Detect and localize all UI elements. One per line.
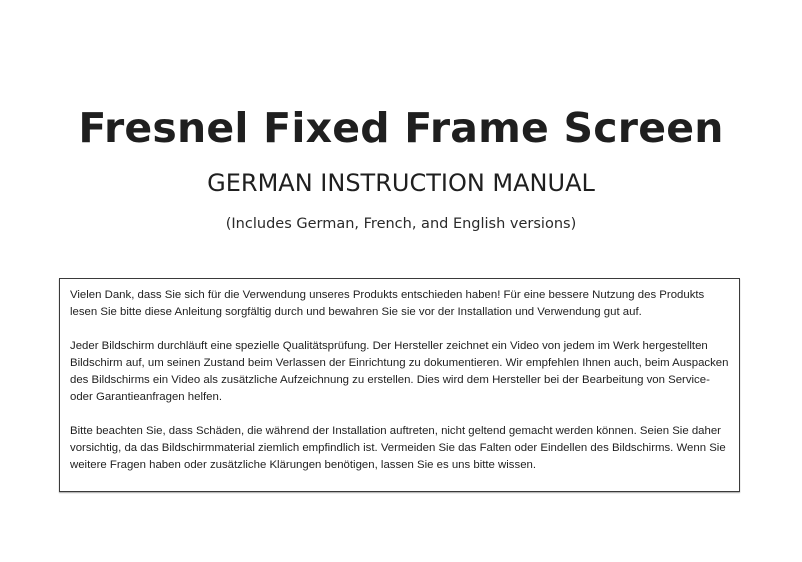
language-versions-note: (Includes German, French, and English versions) bbox=[225, 216, 577, 232]
document-title: Fresnel Fixed Frame Screen bbox=[78, 104, 724, 152]
quality-check-paragraph: Jeder Bildschirm durchläuft eine spezielle Qualitätsprüfung. Der Hersteller zeichnet ein Video von jedem im Werk hergestellten Bildschirm auf, um seinen Zustand beim Verlassen der Einrichtung zu dokumentieren. Wir empfehlen Ihnen auch, beim Auspacken des Bildschirms ein Video als zusätzliche Aufzeichnung zu erstellen. Dies wird dem Hersteller bei der Bearbeitung von Service- oder Garantieanfragen helfen. bbox=[70, 340, 729, 403]
intro-text-box bbox=[59, 278, 740, 492]
intro-paragraph: Vielen Dank, dass Sie sich für die Verwendung unseres Produkts entschieden haben! Für eine bessere Nutzung des Produkts lesen Sie bitte diese Anleitung sorgfältig durch und bewahren Sie sie vor der Installation und Verwendung gut auf. bbox=[70, 289, 705, 318]
document-subtitle: GERMAN INSTRUCTION MANUAL bbox=[207, 169, 595, 197]
damage-notice-paragraph: Bitte beachten Sie, dass Schäden, die während der Installation auftreten, nicht geltend gemacht werden können. Seien Sie daher vorsichtig, da das Bildschirmmaterial ziemlich empfindlich ist. Vermeiden Sie das Falten oder Eindellen des Bildschirms. Wenn Sie weitere Fragen haben oder zusätzliche Klärungen benötigen, lassen Sie es uns bitte wissen. bbox=[70, 425, 726, 471]
